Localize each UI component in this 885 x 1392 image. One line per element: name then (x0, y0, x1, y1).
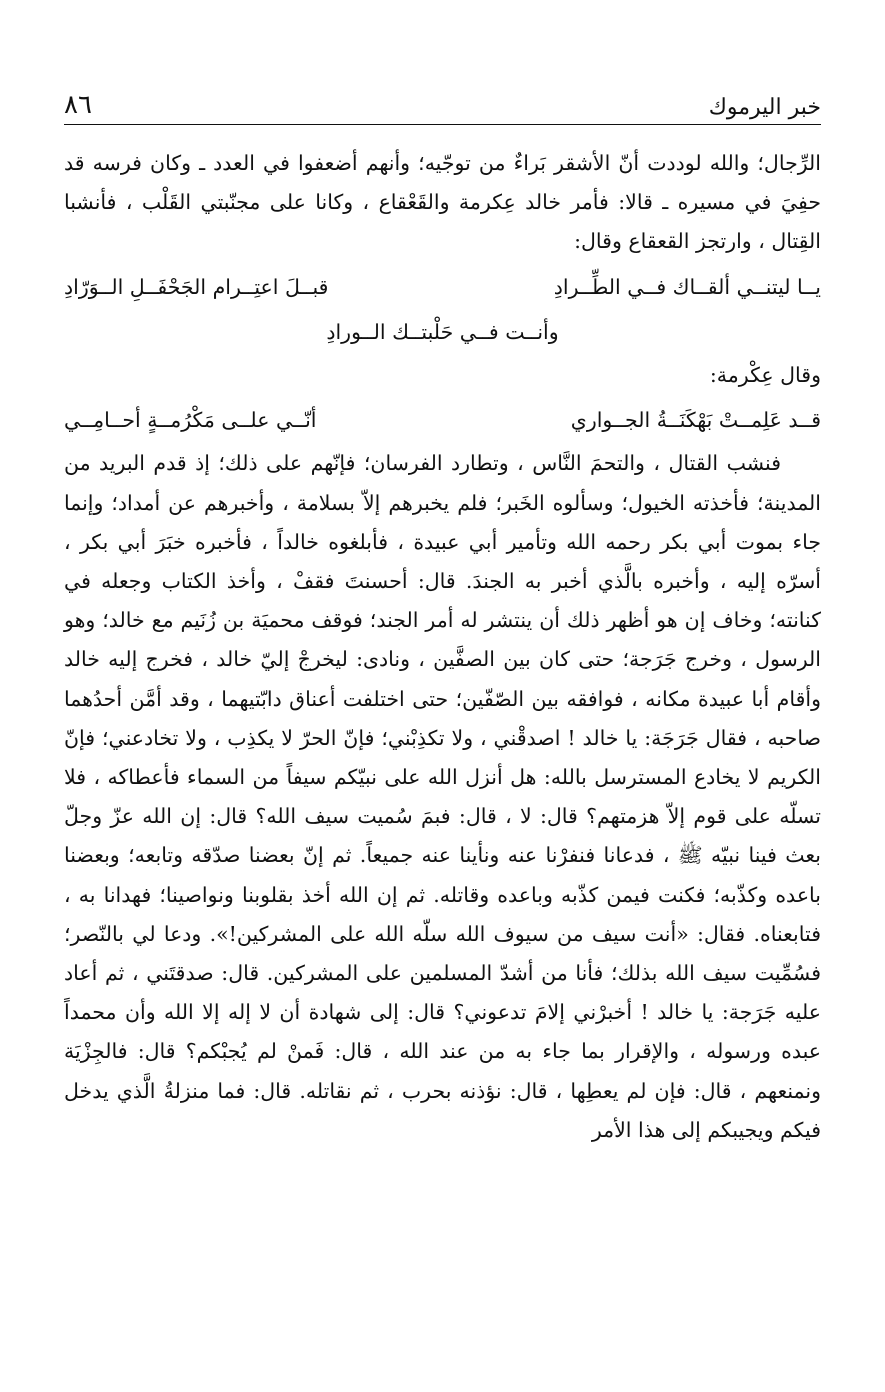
verse-1-first-hemistich: يــا ليتنــي ألقــاك فــي الطِّــرادِ (553, 274, 821, 299)
paragraph-1: الرِّجال؛ والله لوددت أنّ الأشقر بَراءٌ من توجّيه؛ وأنهم أضعفوا في العدد ـ وكان فرسه قد حفِيَ في مسيره ـ قالا: فأمر خالد عِكرمة والقَعْقاع ، وكانا على مجنّبتي القَلْب ، فأنشبا القِتال ، وارتجز القعقاع وقال: (64, 151, 821, 254)
verse-3-second-hemistich: أنّــي علــى مَكْرُمــةٍ أحــامِــي (64, 408, 317, 433)
page-header (64, 84, 821, 125)
running-title: خبر اليرموك (708, 95, 821, 120)
verse-3-first-hemistich: قــد عَلِمــتْ بَهْكَنَــةُ الجــواري (570, 408, 821, 433)
verse-intro-ikrima: وقال عِكْرمة: (709, 363, 821, 388)
page-body (64, 144, 821, 1150)
paragraph-2: فنشب القتال ، والتحمَ النَّاس ، وتطارد الفرسان؛ فإنّهم على ذلك؛ إذ قدم البريد من المدينة؛ فأخذته الخيول؛ وسألوه الخَبر؛ فلم يخبرهم إلاّ بسلامة ، وأخبرهم عن أمداد؛ وإنما جاء بموت أبي بكر رحمه الله وتأمير أبي عبيدة ، فأبلغوه خالداً ، فأخبره خبَرَ أبي بكر ، أسرّه إليه ، وأخبره بالَّذي أخبر به الجندَ. قال: أحسنتَ فقفْ ، وأخذ الكتاب وجعله في كنانته؛ وخاف إن هو أظهر ذلك أن ينتشر له أمر الجند؛ فوقف محميَة بن زُنَيم مع خالد؛ وهو الرسول ، وخرج جَرَجة؛ حتى كان بين الصفَّين ، ونادى: ليخرجْ إليّ خالد ، فخرج إليه خالد وأقام أبا عبيدة مكانه ، فوافقه بين الصّفّين؛ حتى اختلفت أعناق دابّتيهما ، وقد أمَّن أحدُهما صاحبه ، فقال جَرَجَة: يا خالد ! اصدقْني ، ولا تكذِبْني؛ فإنّ الحرّ لا يكذِب ، ولا تخادعني؛ فإنّ الكريم لا يخادع المسترسل بالله: هل أنزل الله على نبيّكم سيفاً من السماء فأعطاكه ، فلا تسلّه على قوم إلاّ هزمتهم؟ قال: لا ، قال: فبمَ سُميت سيف الله؟ قال: إن الله عزّ وجلّ بعث فينا نبيّه ﷺ ، فدعانا فنفرْنا عنه ونأينا عنه جميعاً. ثم إنّ بعضنا صدّقه وتابعه؛ وبعضنا باعده وكذّبه؛ فكنت فيمن كذّبه وباعده وقاتله. ثم إن الله أخذ بقلوبنا ونواصينا؛ فهدانا به ، فتابعناه. فقال: «أنت سيف من سيوف الله سلّه الله على المشركين!». ودعا لي بالنّصر؛ فسُمِّيت سيف الله بذلك؛ فأنا من أشدّ المسلمين على المشركين. قال: صدقتَني ، ثم أعاد عليه جَرَجة: يا خالد ! أخبرْني إلامَ تدعوني؟ قال: إلى شهادة أن لا إله إلا الله وأن محمداً عبده ورسوله ، والإقرار بما جاء به من عند الله ، قال: فَمنْ لم يُجبْكم؟ قال: فالجِزْيَة ونمنعهم ، قال: فإن لم يعطِها ، قال: نؤذنه بحرب ، ثم نقاتله. قال: فما منزلةُ الَّذي يدخل فيكم ويجيبكم إلى هذا الأمر (64, 451, 821, 1142)
verse-line-2: وأنــت فــي حَلْبتــك الــورادِ (326, 319, 559, 344)
page-number: ٨٦ (64, 90, 92, 120)
verse-line-3 (64, 401, 821, 440)
verse-1-second-hemistich: قبــلَ اعتِــرام الجَحْفَــلِ الــوَرّادِ (64, 274, 329, 299)
verse-line-1 (64, 268, 821, 307)
